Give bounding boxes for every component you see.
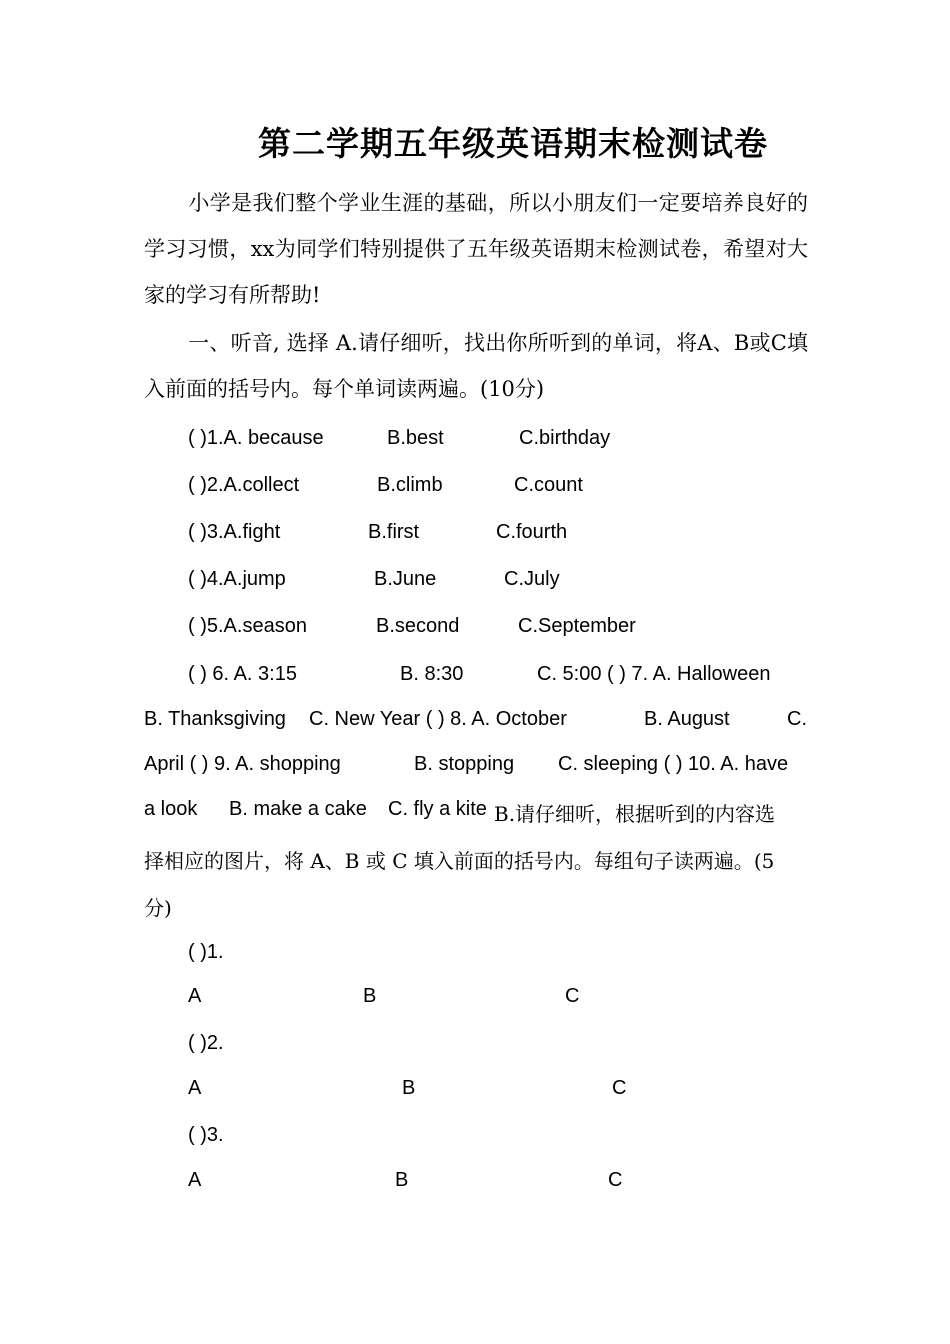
part-b-heading-cont: 择相应的图片，将 A、B 或 C 填入前面的括号内。每组句子读两遍。(5 xyxy=(144,849,775,873)
question-6-option-b: B. 8:30 xyxy=(400,663,464,685)
option-c: C xyxy=(608,1169,623,1191)
question-8-option-c: C. xyxy=(787,708,807,730)
question-7-8-text: C. New Year ( ) 8. A. October xyxy=(309,708,567,730)
question-number: ( )3. xyxy=(188,1124,224,1146)
question-line xyxy=(144,708,808,754)
option-b: B.second xyxy=(376,615,460,637)
option-b: B.climb xyxy=(377,474,443,496)
option-b: B xyxy=(395,1169,409,1191)
part-b-heading-line xyxy=(144,892,808,938)
option-c: C.September xyxy=(518,615,636,637)
question-10-option-a: a look xyxy=(144,798,198,820)
option-a: A xyxy=(188,985,202,1007)
question-7-option-b: B. Thanksgiving xyxy=(144,708,286,730)
question-number: ( )3.A.fight xyxy=(188,521,281,543)
question-10-option-c: C. fly a kite xyxy=(388,798,487,820)
question-number: ( )4.A.jump xyxy=(188,568,286,590)
option-a: A xyxy=(188,1169,202,1191)
intro-paragraph xyxy=(144,180,808,318)
question-9-10-text: C. sleeping ( ) 10. A. have xyxy=(558,753,789,775)
option-c: C xyxy=(612,1077,627,1099)
question-9-option-b: B. stopping xyxy=(414,753,515,775)
option-a: A xyxy=(188,1077,202,1099)
question-number: ( )2. xyxy=(188,1032,224,1054)
option-c: C.July xyxy=(504,568,560,590)
question-10-option-b: B. make a cake xyxy=(229,798,367,820)
section1-heading-text: 一、听音, 选择 A.请仔细听，找出你所听到的单词，将A、B或C填入前面的括号内。每个单词读两遍。(10分) xyxy=(144,331,808,401)
part-b-heading-line xyxy=(144,845,808,891)
part-b-heading-start: B.请仔细听，根据听到的内容选 xyxy=(494,802,776,826)
question-number: ( )2.A.collect xyxy=(188,474,300,496)
section1-heading xyxy=(144,320,808,412)
question-line xyxy=(144,753,808,799)
question-8-option-b: B. August xyxy=(644,708,730,730)
option-b: B xyxy=(402,1077,416,1099)
question-6: ( ) 6. A. 3:15 xyxy=(188,663,297,685)
question-line xyxy=(144,798,808,844)
question-8-9-text: April ( ) 9. A. shopping xyxy=(144,753,341,775)
question-number: ( )1.A. because xyxy=(188,427,324,449)
option-c: C.fourth xyxy=(496,521,568,543)
option-b: B.best xyxy=(387,427,444,449)
question-number: ( )5.A.season xyxy=(188,615,307,637)
option-b: B.June xyxy=(374,568,437,590)
option-c: C.count xyxy=(514,474,583,496)
option-c: C xyxy=(565,985,580,1007)
question-6-7-text: C. 5:00 ( ) 7. A. Halloween xyxy=(537,663,771,685)
question-line xyxy=(144,663,808,709)
intro-text: 小学是我们整个学业生涯的基础，所以小朋友们一定要培养良好的学习习惯，xx为同学们特别提供了五年级英语期末检测试卷，希望对大家的学习有所帮助! xyxy=(144,191,808,307)
page-title: 第二学期五年级英语期末检测试卷 xyxy=(258,124,768,163)
option-c: C.birthday xyxy=(519,427,611,449)
part-b-heading-end: 分) xyxy=(144,896,172,920)
option-b: B.first xyxy=(368,521,420,543)
question-number: ( )1. xyxy=(188,941,224,963)
option-b: B xyxy=(363,985,377,1007)
